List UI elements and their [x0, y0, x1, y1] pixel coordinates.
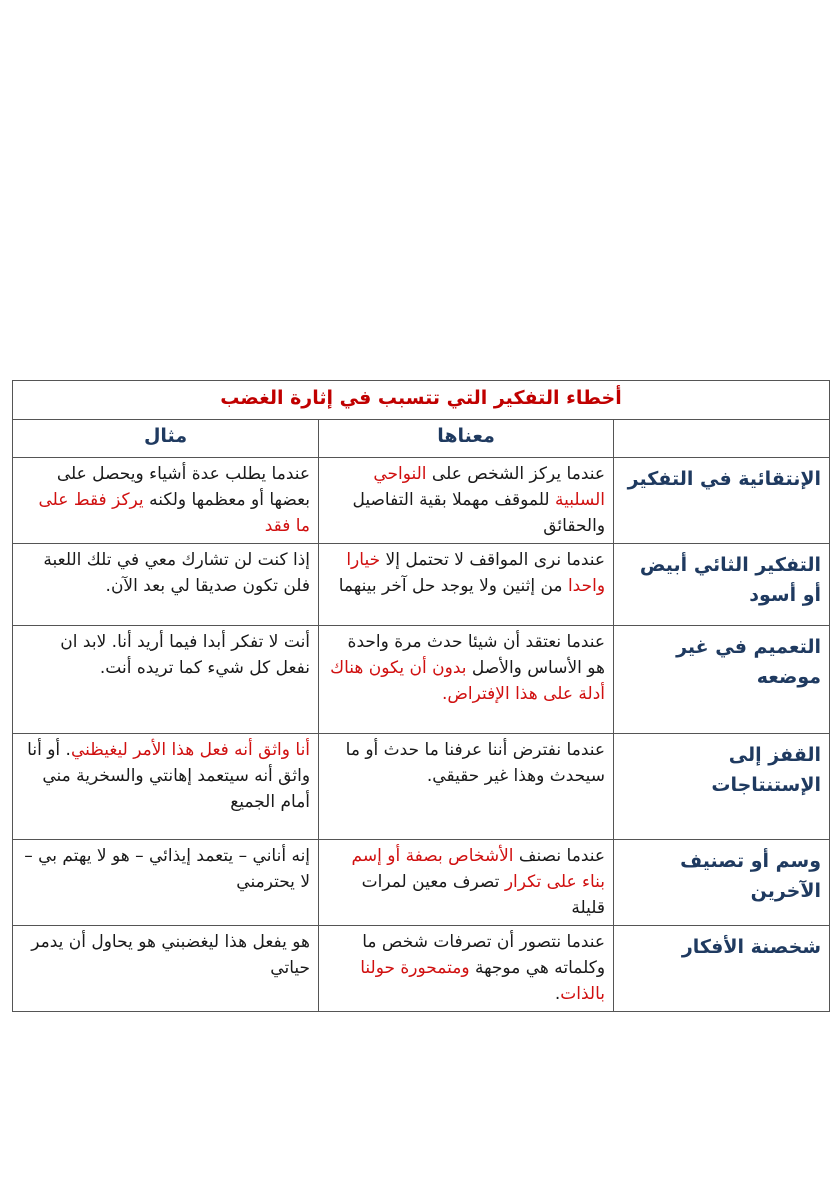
- term-cell: التفكير الثائي أبيض أو أسود: [614, 544, 830, 626]
- example-text: أنت لا تفكر أبدا فيما أريد أنا. لابد ان نفعل كل شيء كما تريده أنت.: [60, 632, 311, 678]
- meaning-text: تصرف معين لمرات قليلة: [361, 872, 606, 918]
- meaning-text: .: [554, 984, 561, 1004]
- meaning-cell: [319, 544, 614, 626]
- table-row: [13, 544, 830, 626]
- example-cell: [13, 840, 319, 926]
- example-text: . أو أنا واثق أنه سيتعمد إهانتي والسخرية مني أمام الجميع: [27, 740, 311, 812]
- meaning-highlight: ومتمحورة حولنا بالذات: [360, 958, 606, 1004]
- meaning-text: من إثنين ولا يوجد حل آخر بينهما: [338, 576, 568, 596]
- table-title: أخطاء التفكير التي تتسبب في إثارة الغضب: [13, 381, 830, 420]
- header-example: مثال: [13, 420, 319, 458]
- header-term: [614, 420, 830, 458]
- table-row: [13, 734, 830, 840]
- thinking-errors-table: [12, 380, 830, 1012]
- example-text: هو يفعل هذا ليغضبني هو يحاول أن يدمر حياتي: [31, 932, 311, 978]
- term-cell: التعميم في غير موضعه: [614, 626, 830, 734]
- meaning-text: عندما نرى المواقف لا تحتمل إلا: [380, 550, 606, 570]
- meaning-cell: [319, 926, 614, 1012]
- term-cell: الإنتقائية في التفكير: [614, 458, 830, 544]
- example-cell: [13, 626, 319, 734]
- example-cell: [13, 926, 319, 1012]
- meaning-text: عندما نعتقد أن شيئا حدث مرة واحدة هو الأساس والأصل: [347, 632, 606, 678]
- meaning-highlight: خيارا واحدا: [346, 550, 606, 596]
- meaning-text: عندما نفترض أننا عرفنا ما حدث أو ما سيحدث وهذا غير حقيقي.: [345, 740, 606, 786]
- meaning-highlight: بدون أن يكون هناك أدلة على هذا الإفتراض.: [330, 658, 606, 704]
- example-cell: [13, 544, 319, 626]
- meaning-cell: [319, 626, 614, 734]
- term-cell: شخصنة الأفكار: [614, 926, 830, 1012]
- meaning-text: للموقف مهملا بقية التفاصيل والحقائق: [352, 490, 606, 536]
- meaning-text: عندما نصنف: [513, 846, 606, 866]
- term-cell: وسم أو تصنيف الآخرين: [614, 840, 830, 926]
- table-row: [13, 626, 830, 734]
- table-row: [13, 458, 830, 544]
- table-row: [13, 926, 830, 1012]
- title-row: [13, 381, 830, 420]
- example-highlight: يركز فقط على ما فقد: [38, 490, 311, 536]
- example-text: عندما يطلب عدة أشياء ويحصل على بعضها أو معظمها ولكنه: [56, 464, 311, 510]
- table-row: [13, 840, 830, 926]
- meaning-text: عندما نتصور أن تصرفات شخص ما وكلماته هي موجهة: [362, 932, 606, 978]
- meaning-cell: [319, 734, 614, 840]
- meaning-cell: [319, 458, 614, 544]
- meaning-highlight: الأشخاص بصفة أو إسم بناء على تكرار: [351, 846, 606, 892]
- example-text: إذا كنت لن تشارك معي في تلك اللعبة فلن تكون صديقا لي بعد الآن.: [43, 550, 311, 596]
- header-row: [13, 420, 830, 458]
- example-text: إنه أناني – يتعمد إيذائي – هو لا يهتم بي –لا يحترمني: [24, 846, 311, 892]
- header-meaning: معناها: [319, 420, 614, 458]
- example-cell: [13, 458, 319, 544]
- meaning-text: عندما يركز الشخص على: [426, 464, 606, 484]
- meaning-highlight: النواحي السلبية: [373, 464, 606, 510]
- example-cell: [13, 734, 319, 840]
- term-cell: القفز إلى الإستنتاجات: [614, 734, 830, 840]
- meaning-cell: [319, 840, 614, 926]
- example-highlight: أنا واثق أنه فعل هذا الأمر ليغيظني: [70, 740, 311, 760]
